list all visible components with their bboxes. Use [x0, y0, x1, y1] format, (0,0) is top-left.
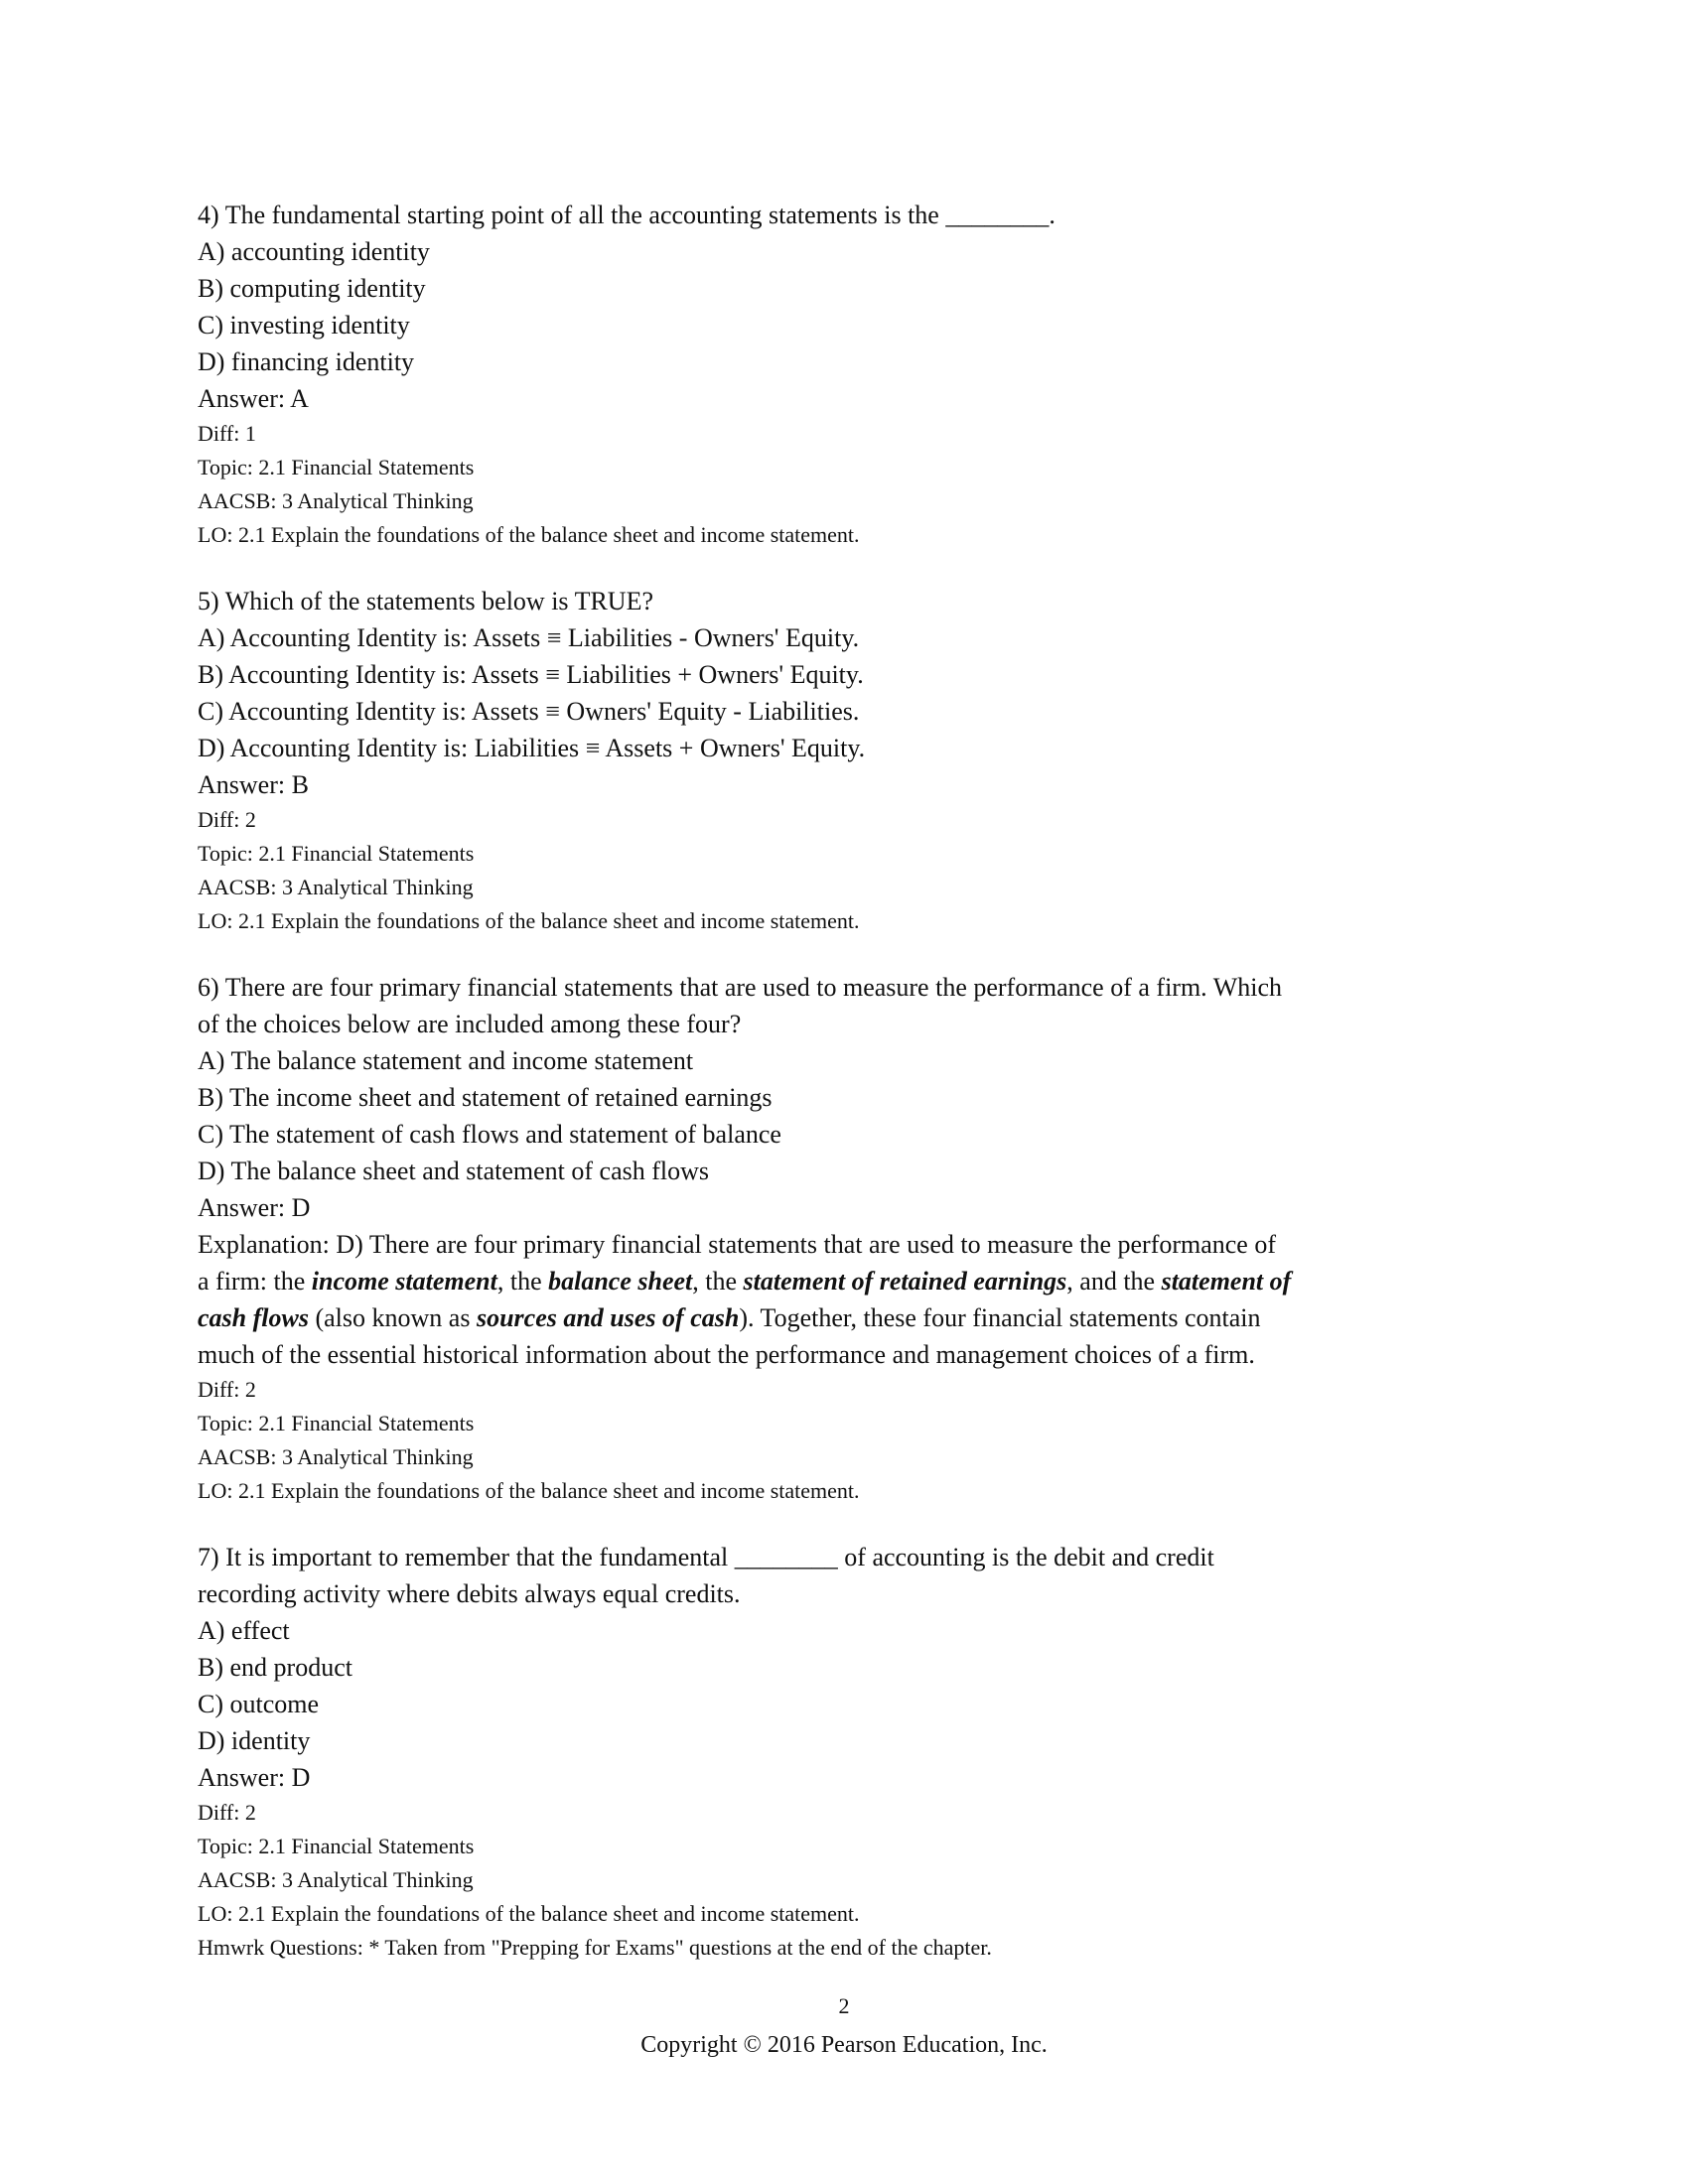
question-block — [198, 197, 1488, 552]
answer-option: C) investing identity — [198, 311, 410, 340]
question-block — [198, 1539, 1488, 1965]
question-stem: 5) Which of the statements below is TRUE? — [198, 587, 653, 615]
copyright-notice: Copyright © 2016 Pearson Education, Inc. — [640, 2032, 1048, 2058]
question-block — [198, 969, 1488, 1508]
question-metadata: LO: 2.1 Explain the foundations of the balance sheet and income statement. — [198, 1901, 860, 1926]
emphasized-term: statement of retained earnings — [743, 1267, 1067, 1296]
answer-option: B) Accounting Identity is: Assets ≡ Liabilities + Owners' Equity. — [198, 660, 864, 689]
question-metadata: Topic: 2.1 Financial Statements — [198, 841, 475, 866]
question-metadata: AACSB: 3 Analytical Thinking — [198, 875, 474, 899]
question-metadata: Topic: 2.1 Financial Statements — [198, 1411, 475, 1435]
question-metadata: Diff: 2 — [198, 1377, 256, 1402]
answer-key: Answer: A — [198, 384, 309, 413]
answer-option: D) financing identity — [198, 347, 415, 376]
emphasized-term: cash flows — [198, 1303, 309, 1332]
answer-option: D) identity — [198, 1726, 311, 1755]
answer-option: D) Accounting Identity is: Liabilities ≡ Assets + Owners' Equity. — [198, 734, 866, 762]
question-metadata: Topic: 2.1 Financial Statements — [198, 1834, 475, 1858]
answer-option: B) computing identity — [198, 274, 426, 303]
answer-option: B) The income sheet and statement of retained earnings — [198, 1083, 773, 1112]
page-number: 2 — [838, 1993, 850, 2018]
document-body — [198, 197, 1488, 1995]
answer-option: C) The statement of cash flows and statement of balance — [198, 1120, 781, 1149]
explanation-text: , the — [496, 1267, 549, 1296]
answer-key: Answer: B — [198, 770, 309, 799]
emphasized-term: income statement — [311, 1267, 497, 1296]
question-metadata: AACSB: 3 Analytical Thinking — [198, 488, 474, 513]
explanation-text: (also known as — [308, 1303, 477, 1332]
explanation-text: a firm: the — [198, 1267, 312, 1296]
answer-option: A) effect — [198, 1616, 290, 1645]
question-metadata: Diff: 2 — [198, 1800, 256, 1825]
answer-key: Answer: D — [198, 1193, 311, 1222]
question-stem: 4) The fundamental starting point of all the accounting statements is the ________. — [198, 201, 1055, 229]
question-metadata: Diff: 2 — [198, 807, 256, 832]
explanation-line — [198, 1336, 1488, 1373]
explanation-line — [198, 1226, 1488, 1263]
question-metadata: LO: 2.1 Explain the foundations of the balance sheet and income statement. — [198, 1478, 860, 1503]
question-block — [198, 583, 1488, 938]
answer-option: A) Accounting Identity is: Assets ≡ Liabilities - Owners' Equity. — [198, 623, 860, 652]
explanation-line — [198, 1299, 1488, 1336]
question-metadata: LO: 2.1 Explain the foundations of the balance sheet and income statement. — [198, 522, 860, 547]
question-metadata: Hmwrk Questions: * Taken from "Prepping for Exams" questions at the end of the chapter. — [198, 1935, 992, 1960]
question-stem: 7) It is important to remember that the fundamental ________ of accounting is the debit and credit — [198, 1543, 1214, 1571]
question-metadata: LO: 2.1 Explain the foundations of the balance sheet and income statement. — [198, 908, 860, 933]
emphasized-term: statement of — [1161, 1267, 1292, 1296]
answer-option: B) end product — [198, 1653, 352, 1682]
question-stem: recording activity where debits always equal credits. — [198, 1579, 741, 1608]
emphasized-term: sources and uses of cash — [476, 1303, 740, 1332]
question-stem: of the choices below are included among these four? — [198, 1010, 742, 1038]
explanation-text: much of the essential historical information about the performance and management choices of a firm. — [198, 1340, 1255, 1369]
explanation-text: , the — [692, 1267, 744, 1296]
explanation-text: ). Together, these four financial statements contain — [739, 1303, 1261, 1332]
question-metadata: AACSB: 3 Analytical Thinking — [198, 1444, 474, 1469]
answer-key: Answer: D — [198, 1763, 311, 1792]
question-metadata: Diff: 1 — [198, 421, 256, 446]
answer-option: A) accounting identity — [198, 237, 430, 266]
explanation-text: , and the — [1066, 1267, 1162, 1296]
answer-option: C) Accounting Identity is: Assets ≡ Owners' Equity - Liabilities. — [198, 697, 860, 726]
answer-option: C) outcome — [198, 1690, 320, 1718]
question-stem: 6) There are four primary financial statements that are used to measure the performance of a firm. Which — [198, 973, 1283, 1002]
explanation-line — [198, 1263, 1488, 1299]
answer-option: A) The balance statement and income statement — [198, 1046, 694, 1075]
emphasized-term: balance sheet — [548, 1267, 693, 1296]
question-metadata: AACSB: 3 Analytical Thinking — [198, 1867, 474, 1892]
question-metadata: Topic: 2.1 Financial Statements — [198, 455, 475, 479]
explanation-text: Explanation: D) There are four primary financial statements that are used to measure the performance of — [198, 1230, 1277, 1259]
answer-option: D) The balance sheet and statement of cash flows — [198, 1157, 709, 1185]
